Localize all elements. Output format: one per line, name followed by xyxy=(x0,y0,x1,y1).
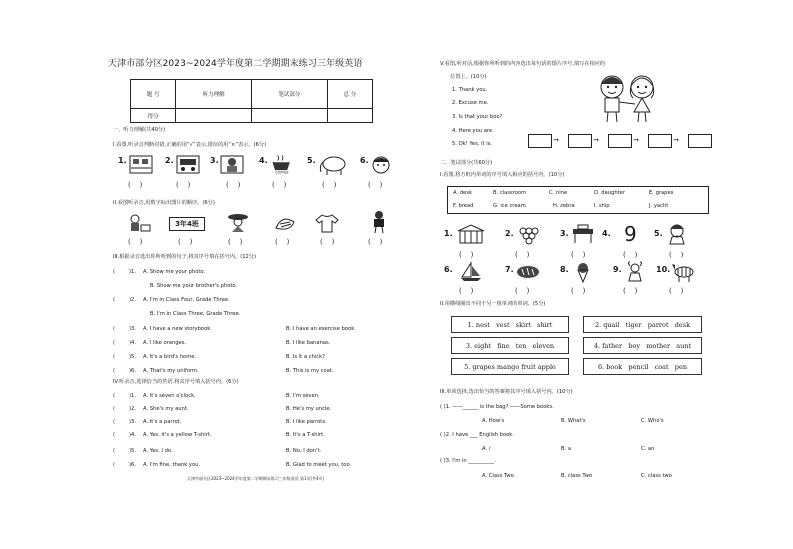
item-number: 1. xyxy=(118,156,127,165)
mc-option[interactable]: A. Class Two xyxy=(482,473,514,479)
answer-paren[interactable]: ( ) xyxy=(669,287,684,295)
sequence-box[interactable] xyxy=(528,134,552,148)
item-number: 2. xyxy=(165,156,174,165)
arrow-right-icon: → xyxy=(633,136,639,144)
item-number: 3. xyxy=(210,156,219,165)
boy-face-picture xyxy=(368,154,394,176)
answer-paren[interactable]: ( ) xyxy=(571,251,586,259)
score-row-label: 得分 xyxy=(131,109,176,123)
score-table xyxy=(130,79,373,123)
question-number: )6. xyxy=(129,462,136,468)
question-number: )4. xyxy=(129,432,136,438)
question-number: )1. xyxy=(129,393,136,399)
word-bank-item: F. bread xyxy=(453,203,474,209)
classroom-picture xyxy=(175,154,201,176)
part5-instruction: V.看图,听对话,根据你所听到的内容选出每句话的图片序号,填写在相应的 xyxy=(440,61,606,67)
teacher-picture xyxy=(219,154,245,176)
question-number: )1. xyxy=(129,269,136,275)
answer-paren[interactable]: ( ) xyxy=(515,287,530,295)
option-b: B. No, I don't. xyxy=(286,448,322,454)
item-number: 6. xyxy=(444,265,453,274)
answer-paren[interactable]: ( ) xyxy=(515,251,530,259)
boy-drawing-picture xyxy=(126,213,152,235)
sequence-box[interactable] xyxy=(568,134,592,148)
shirt-picture xyxy=(314,212,340,234)
question-number: )3. xyxy=(129,326,136,332)
mc-option[interactable]: A. / xyxy=(482,446,491,452)
score-header: 题 号 xyxy=(131,80,176,109)
word-group[interactable] xyxy=(451,337,569,354)
word-bank-item: E. grapes xyxy=(649,190,674,196)
word-group-text: 1. nest vest skirt shirt xyxy=(467,320,553,329)
answer-paren[interactable]: ( ) xyxy=(176,181,191,189)
word-bank-item: B. classroom xyxy=(493,190,527,196)
mc-option[interactable]: B. class Two xyxy=(561,473,593,479)
item-number: 5. xyxy=(654,229,663,238)
option-b: B. Show me your brother's photo. xyxy=(150,283,238,289)
dialog-line: 1. Thank you. xyxy=(452,87,488,93)
word-group[interactable] xyxy=(451,358,569,375)
word-group-text: 5. grapes mango fruit apple xyxy=(464,362,556,371)
part2-instruction: II.看图听录音,用数字标出图片的顺序。(6分) xyxy=(113,200,215,206)
word-group-text: 4. father boy mother aunt xyxy=(593,341,692,350)
question-paren[interactable]: ( xyxy=(113,354,116,360)
word-group[interactable] xyxy=(583,316,702,333)
computer-room-picture xyxy=(128,154,154,176)
class-sign: 3年4班 xyxy=(169,217,205,231)
part1-instruction: I.看图,听录音判断对错,正确的用“√”表示,错误的用“×”表示。(6分) xyxy=(113,142,267,148)
option-b: B. Is it a chick? xyxy=(286,354,325,360)
option-a: A. It's seven o'clock. xyxy=(143,393,196,399)
girl-picture xyxy=(664,223,690,245)
answer-paren[interactable]: ( ) xyxy=(128,181,143,189)
answer-paren[interactable]: ( ) xyxy=(322,181,337,189)
word-group-text: 2. quail tiger parrot desk xyxy=(594,320,691,329)
grapes-picture xyxy=(515,223,541,245)
dialog-line: 4. Here you are. xyxy=(452,128,494,134)
score-header: 笔试部分 xyxy=(251,80,327,109)
ice-cream-picture xyxy=(570,261,596,283)
option-a: A. I'm fine, thank you. xyxy=(143,462,201,468)
score-cell[interactable] xyxy=(327,109,372,123)
page-footer: 天津市部分区2023~2024学年度第二学期期末练习三年级英语 第1页(共4页) xyxy=(187,476,325,481)
mc-option[interactable]: B. What's xyxy=(561,418,586,424)
mc-question: ( )2. I have ___ English book. xyxy=(440,432,514,438)
mc-option[interactable]: B. a xyxy=(561,446,572,452)
section-listening: 一、听力理解(共40分) xyxy=(113,127,166,133)
sequence-box[interactable] xyxy=(688,134,712,148)
option-b: B. I'm in Class Three, Grade Three. xyxy=(150,311,241,317)
word-group[interactable] xyxy=(583,337,702,354)
bread-picture xyxy=(515,261,541,283)
answer-paren[interactable]: ( ) xyxy=(368,238,383,246)
word-bank-item: D. daughter xyxy=(594,190,625,196)
word-bank-item: I. ship xyxy=(594,203,610,209)
girl-hat-picture xyxy=(225,212,251,234)
option-b: B. He's my uncle. xyxy=(286,406,332,412)
sequence-box[interactable] xyxy=(608,134,632,148)
sailboat-picture xyxy=(458,261,484,283)
item-number: 5. xyxy=(307,156,316,165)
svg-text:COFFEE: COFFEE xyxy=(275,170,289,175)
item-number: 1. xyxy=(444,229,453,238)
mc-option[interactable]: A. How's xyxy=(482,418,505,424)
item-number: 7. xyxy=(505,265,514,274)
answer-paren[interactable]: ( ) xyxy=(368,181,383,189)
question-paren[interactable]: ( xyxy=(113,326,116,332)
question-number: )5. xyxy=(129,448,136,454)
two-kids-picture xyxy=(592,72,662,124)
item-number: 6. xyxy=(360,156,369,165)
question-number: )2. xyxy=(129,297,136,303)
score-cell[interactable] xyxy=(251,109,327,123)
answer-paren[interactable]: ( ) xyxy=(275,238,290,246)
part4-instruction: IV.听录音,选择恰当的答语,将其序号填入括号内。(6分) xyxy=(113,379,239,385)
option-a: A. Show me your photo. xyxy=(143,269,206,275)
mc-option[interactable]: C. Who's xyxy=(641,418,664,424)
option-b: B. I'm seven. xyxy=(286,393,320,399)
question-number: )3. xyxy=(129,419,136,425)
option-a: A. It's a parrot. xyxy=(143,419,182,425)
part3-written-instruction: III.单项选择,选出恰当的答案将其序号填入括号内。(10分) xyxy=(440,389,573,395)
word-group-text: 6. book pencil coat pen xyxy=(597,362,688,371)
dialog-line: 5. Ok! Yes, it is. xyxy=(452,141,493,147)
word-bank-item: J. yacht xyxy=(649,203,669,209)
page-title: 天津市部分区2023~2024学年度第二学期期末练习三年级英语 xyxy=(108,59,363,69)
option-b: B. I have an exercise book. xyxy=(286,326,356,332)
elephant-picture xyxy=(317,154,349,176)
item-number: 3. xyxy=(560,229,569,238)
answer-paren[interactable]: ( ) xyxy=(623,251,638,259)
option-a: A. That's my uniform. xyxy=(143,368,199,374)
answer-paren[interactable]: ( ) xyxy=(178,238,193,246)
score-header: 总 分 xyxy=(327,80,372,109)
option-b: B. Glad to meet you, too. xyxy=(286,462,352,468)
question-paren[interactable]: ( xyxy=(113,462,116,468)
item-number: 8. xyxy=(560,265,569,274)
answer-paren[interactable]: ( ) xyxy=(226,181,241,189)
classroom-building-picture xyxy=(456,223,486,245)
answer-paren[interactable]: ( ) xyxy=(320,238,335,246)
word-bank-item: C. nine xyxy=(549,190,568,196)
part5-instruction-cont: 位置上。(10分) xyxy=(450,74,487,80)
mc-option[interactable]: C. class two xyxy=(641,473,672,479)
section-written: 二、笔试部分(共60分) xyxy=(440,160,493,166)
question-paren[interactable]: ( xyxy=(113,448,116,454)
option-b: B. It's a T-shirt. xyxy=(286,432,325,438)
word-bank-item: G. ice cream xyxy=(493,203,526,209)
question-paren[interactable]: ( xyxy=(113,393,116,399)
answer-paren[interactable]: ( ) xyxy=(623,287,638,295)
mc-option[interactable]: C. an xyxy=(641,446,655,452)
item-number: 4. xyxy=(602,229,611,238)
sequence-box[interactable] xyxy=(648,134,672,148)
option-a: A. It's a bird's home. xyxy=(143,354,197,360)
answer-paren[interactable]: ( ) xyxy=(228,238,243,246)
question-number: )5. xyxy=(129,354,136,360)
word-bank-item: H. zebra xyxy=(553,203,575,209)
option-a: A. I like oranges. xyxy=(143,340,187,346)
option-b: B. I like parrots. xyxy=(286,419,327,425)
item-number: 4. xyxy=(259,156,268,165)
answer-paren[interactable]: ( ) xyxy=(459,251,474,259)
boy-uniform-picture xyxy=(366,211,392,233)
coffee-cup-picture xyxy=(269,153,295,175)
zebra-picture xyxy=(670,261,696,283)
question-number: )2. xyxy=(129,406,136,412)
mc-question: ( )1. ——______ is the bag? ——Some books. xyxy=(440,404,554,410)
question-paren[interactable]: ( xyxy=(113,419,116,425)
desk-picture xyxy=(570,223,596,245)
score-header: 听力理解 xyxy=(176,80,252,109)
option-a: A. I'm in Class Four, Grade Three. xyxy=(143,297,230,303)
dialog-line: 3. Is that your box? xyxy=(452,114,503,120)
number-nine-picture: 9 xyxy=(624,222,637,246)
answer-paren[interactable]: ( ) xyxy=(669,251,684,259)
arrow-right-icon: → xyxy=(673,136,679,144)
question-paren[interactable]: ( xyxy=(113,297,116,303)
question-paren[interactable]: ( xyxy=(113,368,116,374)
answer-paren[interactable]: ( ) xyxy=(272,181,287,189)
word-bank-item: A. desk xyxy=(453,190,472,196)
part1-written-instruction: I.看图,将方框内单词的序号填入相应的括号内。(10分) xyxy=(440,172,565,178)
dialog-line: 2. Excuse me. xyxy=(452,100,489,106)
question-paren[interactable]: ( xyxy=(113,269,116,275)
item-number: 2. xyxy=(505,229,514,238)
question-paren[interactable]: ( xyxy=(113,432,116,438)
answer-paren[interactable]: ( ) xyxy=(571,287,586,295)
question-paren[interactable]: ( xyxy=(113,340,116,346)
word-group[interactable] xyxy=(451,316,569,333)
part3-instruction: III.根据录音选出你所听到的句子,将其序号填在括号内。(12分) xyxy=(113,254,257,260)
word-group[interactable] xyxy=(583,358,702,375)
arrow-right-icon: → xyxy=(593,136,599,144)
option-a: A. I have a new storybook. xyxy=(143,326,212,332)
answer-paren[interactable]: ( ) xyxy=(128,238,143,246)
word-group-text: 3. eight fine ten eleven xyxy=(465,341,555,350)
question-number: )4. xyxy=(129,340,136,346)
animal-picture xyxy=(272,212,298,234)
item-number: 9. xyxy=(613,265,622,274)
item-number: 10. xyxy=(656,265,671,274)
option-a: A. Yes, it's a yellow T-shirt. xyxy=(143,432,212,438)
option-a: A. Yes, I do. xyxy=(143,448,173,454)
question-number: )6. xyxy=(129,368,136,374)
part2-written-instruction: II.用横线圈出不同于另一组单词的单词。(5分) xyxy=(440,301,546,307)
option-b: B. I like bananas. xyxy=(286,340,331,346)
mc-question: ( )3. I'm in __________. xyxy=(440,458,496,464)
question-paren[interactable]: ( xyxy=(113,406,116,412)
option-b: B. This is my coat. xyxy=(286,368,334,374)
daughter-picture xyxy=(622,261,648,283)
score-cell[interactable] xyxy=(176,109,252,123)
arrow-right-icon: → xyxy=(553,136,559,144)
option-a: A. She's my aunt. xyxy=(143,406,189,412)
answer-paren[interactable]: ( ) xyxy=(459,287,474,295)
